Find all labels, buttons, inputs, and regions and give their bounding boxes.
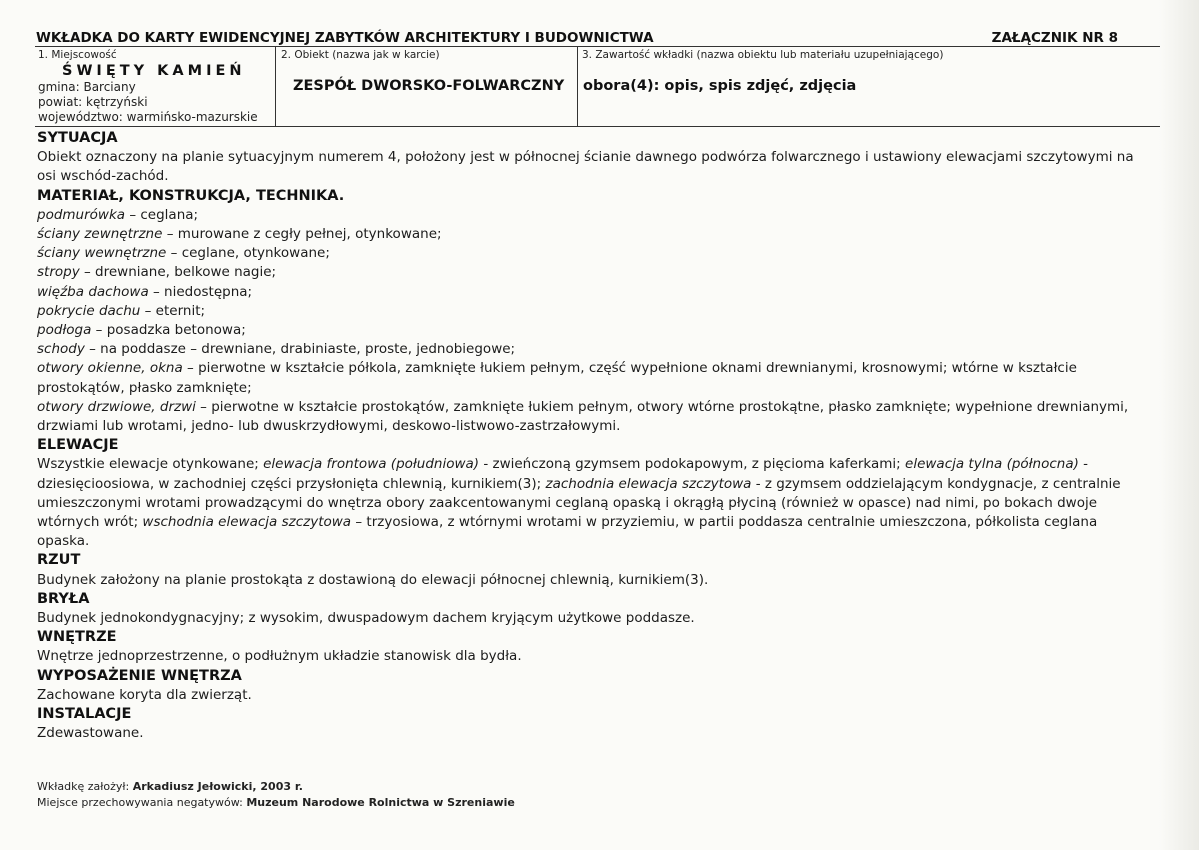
section-heading-instalacje: INSTALACJE xyxy=(37,706,132,723)
storage-place: Muzeum Narodowe Rolnictwa w Szreniawie xyxy=(246,796,515,809)
scan-edge-shadow xyxy=(1159,0,1199,850)
material-item xyxy=(37,225,1147,244)
locality-name: ŚWIĘTY KAMIEŃ xyxy=(62,63,246,79)
locality-label: 1. Miejscowość xyxy=(38,49,117,61)
material-desc: – posadzka betonowa; xyxy=(91,322,246,339)
material-term: ściany wewnętrzne xyxy=(37,245,167,262)
material-desc: – na poddasze – drewniane, drabiniaste, proste, jednobiegowe; xyxy=(84,341,516,358)
material-desc: – murowane z cegły pełnej, otynkowane; xyxy=(162,226,442,243)
material-term: stropy xyxy=(37,264,80,281)
material-term: otwory okienne, okna xyxy=(37,360,183,377)
object-name: ZESPÓŁ DWORSKO-FOLWARCZNY xyxy=(293,78,565,94)
material-list xyxy=(37,206,1147,436)
material-item xyxy=(37,244,1147,263)
material-desc: – ceglane, otynkowane; xyxy=(166,245,330,262)
locality-gmina: gmina: Barciany xyxy=(38,80,136,94)
material-desc: – pierwotne w kształcie półkola, zamknięte łukiem pełnym, część wypełnione oknami drewnianymi, krosnowymi; wtórne w kształcie prostokątów, płasko zamknięte; xyxy=(37,360,1077,396)
material-term: pokrycie dachu xyxy=(37,302,141,319)
locality-wojewodztwo: województwo: warmińsko-mazurskie xyxy=(38,110,258,124)
material-term: podłoga xyxy=(37,322,92,339)
wyposazenie-text: Zachowane koryta dla zwierząt. xyxy=(37,686,252,703)
section-heading-rzut: RZUT xyxy=(37,552,81,569)
section-heading-wyposazenie: WYPOSAŻENIE WNĘTRZA xyxy=(37,667,242,684)
material-item xyxy=(37,359,1147,397)
material-item xyxy=(37,340,1147,359)
locality-powiat: powiat: kętrzyński xyxy=(38,95,148,109)
material-desc: – niedostępna; xyxy=(148,283,253,300)
material-item xyxy=(37,321,1147,340)
material-desc: – eternit; xyxy=(140,302,206,319)
wnetrze-text: Wnętrze jednoprzestrzenne, o podłużnym układzie stanowisk dla bydła. xyxy=(37,648,522,665)
section-heading-sytuacja: SYTUACJA xyxy=(37,130,118,146)
annex-number: ZAŁĄCZNIK NR 8 xyxy=(991,30,1118,46)
material-term: podmurówka xyxy=(37,206,126,223)
material-desc: – ceglana; xyxy=(125,206,199,223)
table-bottom-border xyxy=(35,126,1160,127)
material-term: więźba dachowa xyxy=(37,283,149,300)
description-body xyxy=(37,129,1147,744)
bryla-text: Budynek jednokondygnacyjny; z wysokim, dwuspadowym dachem kryjącym użytkowe poddasze. xyxy=(37,610,695,627)
material-item xyxy=(37,398,1147,436)
elewacje-text: Wszystkie elewacje otynkowane; elewacja frontowa (południowa) - zwieńczoną gzymsem podokapowym, z pięcioma kaferkami; elewacja tylna (północna) - dziesięcioosiowa, w zachodniej części przysłonięta chlewnią, kurnikiem(3); zachodnia elewacja szczytowa - z gzymsem oddzielającym kondygnacje, z centralnie umieszczonymi wrotami prowadzącymi do wnętrza obory zaakcentowanymi ceglaną opaską i okrągłą płyciną (również w opasce) nad nimi, po bokach dwoje wtórnych wrót; wschodnia elewacja szczytowa – trzyosiowa, z wtórnymi wrotami w przyziemiu, w partii poddasza centralnie umieszczona, półkolista ceglana opaska. xyxy=(37,456,1121,550)
contents-label: 3. Zawartość wkładki (nazwa obiektu lub materiału uzupełniającego) xyxy=(582,49,944,61)
sytuacja-text: Obiekt oznaczony na planie sytuacyjnym numerem 4, położony jest w północnej ścianie dawnego podwórza folwarcznego i ustawiony elewacjami szczytowymi na osi wschód-zachód. xyxy=(37,149,1134,185)
material-item xyxy=(37,263,1147,282)
object-label: 2. Obiekt (nazwa jak w karcie) xyxy=(281,49,440,61)
section-heading-material: MATERIAŁ, KONSTRUKCJA, TECHNIKA. xyxy=(37,187,345,204)
material-term: ściany zewnętrzne xyxy=(37,226,163,243)
cell-divider-1 xyxy=(275,46,276,127)
material-desc: – drewniane, belkowe nagie; xyxy=(79,264,277,281)
rzut-text: Budynek założony na planie prostokąta z dostawioną do elewacji północnej chlewnią, kurnikiem(3). xyxy=(37,571,709,588)
section-heading-elewacje: ELEWACJE xyxy=(37,437,119,454)
cell-divider-2 xyxy=(577,46,578,127)
material-item xyxy=(37,302,1147,321)
material-desc: – pierwotne w kształcie prostokątów, zamknięte łukiem pełnym, otwory wtórne prostokątne, płasko zamknięte; wypełnione drewnianymi, drzwiami lub wrotami, jedno- lub dwuskrzydłowymi, deskowo-listwowo-zastrzałowymi. xyxy=(37,398,1129,435)
material-item xyxy=(37,206,1147,225)
contents-value: obora(4): opis, spis zdjęć, zdjęcia xyxy=(583,78,857,94)
material-term: schody xyxy=(37,341,85,358)
material-item xyxy=(37,283,1147,302)
material-term: otwory drzwiowe, drzwi xyxy=(37,398,196,415)
document-title: WKŁADKA DO KARTY EWIDENCYJNEJ ZABYTKÓW ARCHITEKTURY I BUDOWNICTWA xyxy=(36,30,654,46)
section-heading-wnetrze: WNĘTRZE xyxy=(37,629,117,646)
table-top-border xyxy=(35,46,1160,47)
instalacje-text: Zdewastowane. xyxy=(37,725,144,742)
author-line: Wkładkę założył: Arkadiusz Jełowicki, 2003 r. xyxy=(37,780,303,793)
section-heading-bryla: BRYŁA xyxy=(37,590,90,607)
storage-line: Miejsce przechowywania negatywów: Muzeum Narodowe Rolnictwa w Szreniawie xyxy=(37,796,515,809)
document-header xyxy=(36,30,1160,46)
author-name: Arkadiusz Jełowicki, 2003 r. xyxy=(132,780,303,793)
